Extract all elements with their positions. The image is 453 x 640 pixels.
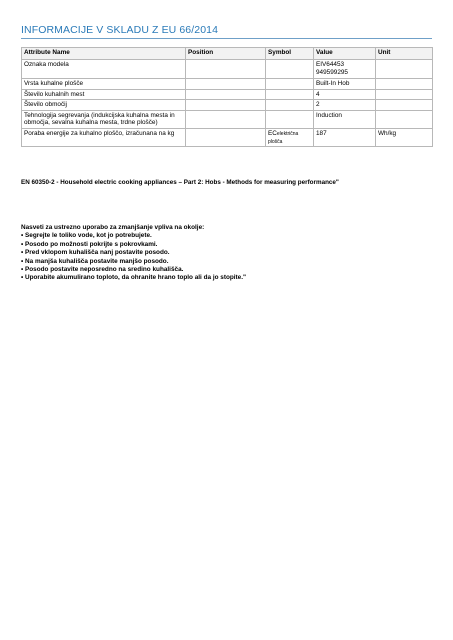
unit-cell: Wh/kg (376, 128, 433, 146)
column-header: Position (186, 48, 266, 60)
position-cell (186, 128, 266, 146)
unit-cell (376, 60, 433, 79)
attribute-name-cell: Poraba energije za kuhalno ploščo, izračunana na kg (22, 128, 186, 146)
symbol-cell (266, 110, 314, 128)
table-row (22, 110, 433, 128)
position-cell (186, 110, 266, 128)
symbol-text: EC (268, 129, 277, 137)
value-cell: 4 (314, 89, 376, 100)
environment-tips (21, 224, 246, 283)
table-row (22, 89, 433, 100)
position-cell (186, 79, 266, 90)
title-divider (21, 38, 432, 39)
attribute-name-cell: Oznaka modela (22, 60, 186, 79)
list-item: • Posodo postavite neposredno na sredino kuhališča. (21, 266, 184, 274)
symbol-cell (266, 89, 314, 100)
symbol-subscript: električna plošča (268, 130, 299, 145)
position-cell (186, 100, 266, 111)
symbol-cell (266, 100, 314, 111)
value-cell: 2 (314, 100, 376, 111)
value-cell: Built-In Hob (314, 79, 376, 90)
list-item: • Uporabite akumulirano toploto, da ohranite hrano toplo ali da jo stopite." (21, 274, 247, 282)
symbol-cell (266, 79, 314, 90)
unit-cell (376, 89, 433, 100)
attribute-name-cell: Vrsta kuhalne plošče (22, 79, 186, 90)
value-cell: 187 (314, 128, 376, 146)
column-header: Unit (376, 48, 433, 60)
attribute-name-cell: Število kuhalnih mest (22, 89, 186, 100)
table-row (22, 100, 433, 111)
unit-cell (376, 79, 433, 90)
list-item: • Na manjša kuhališča postavite manjšo posodo. (21, 257, 169, 265)
column-header: Symbol (266, 48, 314, 60)
table-row (22, 79, 433, 90)
attribute-name-cell: Tehnologija segrevanja (indukcijska kuhalna mesta in območja, sevalna kuhalna mesta, trdne plošče) (22, 110, 186, 128)
value-cell: Induction (314, 110, 376, 128)
unit-cell (376, 110, 433, 128)
list-item: • Posodo po možnosti pokrijte s pokrovkami. (21, 240, 158, 248)
column-header: Attribute Name (22, 48, 186, 60)
table-row (22, 60, 433, 79)
tips-heading: Nasveti za ustrezno uporabo za zmanjšanje vpliva na okolje: (21, 224, 205, 231)
position-cell (186, 60, 266, 79)
unit-cell (376, 100, 433, 111)
attribute-name-cell: Število območij (22, 100, 186, 111)
table-row (22, 128, 433, 146)
symbol-cell (266, 60, 314, 79)
value-cell: EIV64453 949599295 (314, 60, 376, 79)
column-header: Value (314, 48, 376, 60)
page-title: INFORMACIJE V SKLADU Z EU 66/2014 (21, 24, 219, 36)
symbol-cell (266, 128, 314, 146)
specification-table (21, 47, 433, 147)
list-item: • Segrejte le toliko vode, kot jo potrebujete. (21, 232, 152, 240)
measurement-standard-note: EN 60350-2 - Household electric cooking appliances – Part 2: Hobs - Methods for measuring performance" (21, 179, 339, 186)
table-header-row (22, 48, 433, 60)
list-item: • Pred vklopom kuhališča nanj postavite posodo. (21, 249, 170, 257)
position-cell (186, 89, 266, 100)
